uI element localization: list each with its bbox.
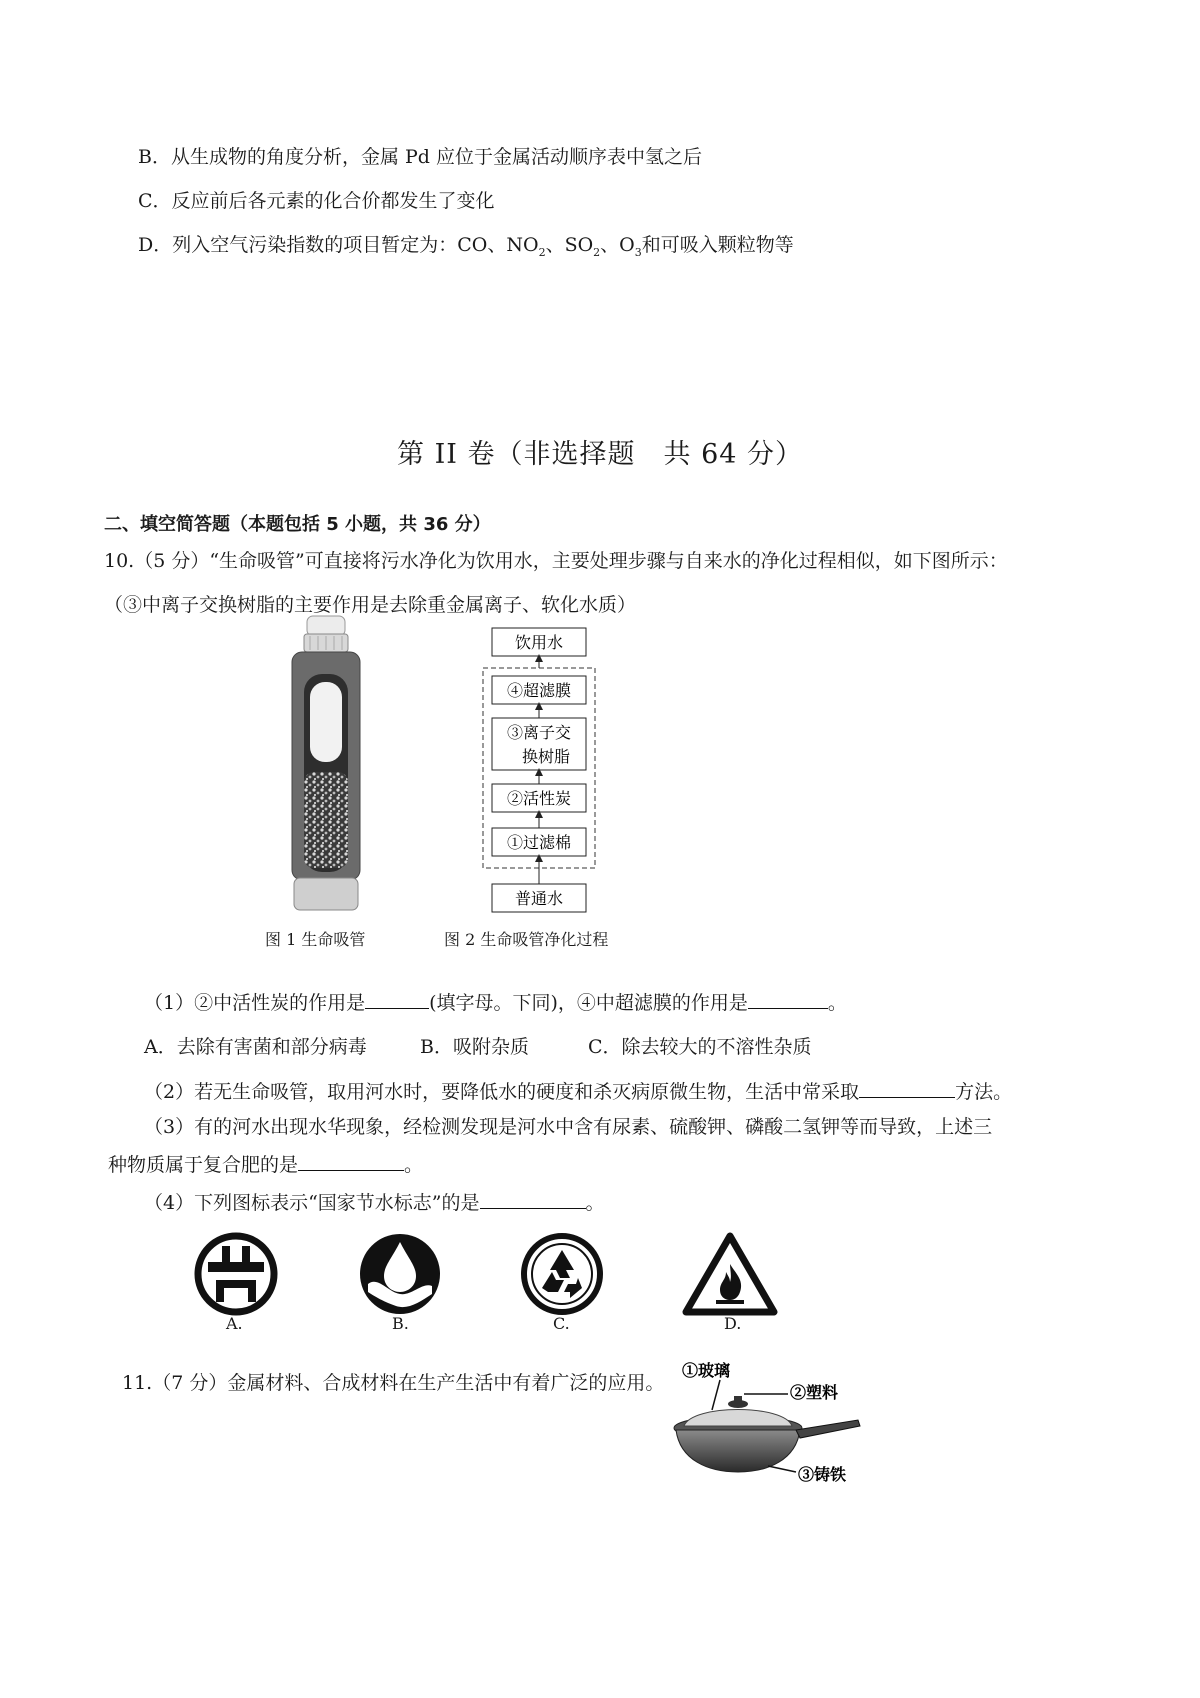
flow-step-ion-exchange-2: 换树脂 [521, 747, 571, 766]
answer-blank-1[interactable] [365, 1007, 429, 1009]
pan-label-plastic: ②塑料 [790, 1383, 839, 1402]
q10-sub3-line1: （3）有的河水出现水华现象，经检测发现是河水中含有尿素、硫酸钾、磷酸二氢钾等而导致，上述三 [144, 1116, 993, 1138]
answer-blank-2[interactable] [748, 1007, 828, 1009]
flow-step-ion-exchange-1: ③离子交 [506, 723, 572, 742]
section2-header: 二、填空简答题（本题包括 5 小题，共 36 分） [104, 514, 491, 535]
option-d: D．列入空气污染指数的项目暂定为：CO、$NO_2$、$SO_2$、$O_3$和可吸入颗粒物等 [138, 234, 794, 259]
recycle-icon [520, 1232, 604, 1316]
icon-label-c: C. [553, 1314, 570, 1333]
q10-stem: 10.（5 分）“生命吸管”可直接将污水净化为饮用水，主要处理步骤与自来水的净化过程相似，如下图所示： [104, 550, 1008, 572]
water-saving-icon [194, 1232, 278, 1316]
flow-step-filter-cotton: ①过滤棉 [506, 833, 572, 852]
flow-step-ultrafiltration: ④超滤膜 [506, 681, 572, 700]
q10-choice-c: C．除去较大的不溶性杂质 [588, 1036, 812, 1058]
part2-title: 第 II 卷（非选择题 共 64 分） [396, 439, 804, 470]
q10-choice-a: A．去除有害菌和部分病毒 [144, 1036, 367, 1058]
q10-sub1: （1）②中活性炭的作用是 (填字母。下同)，④中超滤膜的作用是 。 [144, 992, 847, 1014]
flammable-warning-icon [682, 1230, 778, 1318]
purification-flowchart [478, 622, 603, 917]
icon-label-a: A. [226, 1314, 243, 1333]
icon-label-d: D. [724, 1314, 742, 1333]
water-drop-icon [358, 1232, 442, 1316]
frying-pan-figure [668, 1360, 868, 1490]
answer-blank-5[interactable] [480, 1207, 586, 1209]
q10-sub2: （2）若无生命吸管，取用河水时，要降低水的硬度和杀灭病原微生物，生活中常采取 方法。 [144, 1081, 1013, 1103]
option-c: C．反应前后各元素的化合价都发生了变化 [138, 190, 495, 212]
flow-step-drinking-water: 饮用水 [514, 633, 564, 652]
fig2-caption: 图 2 生命吸管净化过程 [444, 930, 609, 949]
flow-step-ordinary-water: 普通水 [514, 889, 564, 908]
q10-sub3-line2: 种物质属于复合肥的是 。 [108, 1154, 424, 1176]
pan-label-cast-iron: ③铸铁 [798, 1465, 847, 1484]
answer-blank-3[interactable] [859, 1096, 955, 1098]
flow-step-activated-carbon: ②活性炭 [506, 789, 572, 808]
fig1-caption: 图 1 生命吸管 [265, 930, 366, 949]
icon-label-b: B. [392, 1314, 409, 1333]
pan-label-glass: ①玻璃 [682, 1361, 731, 1380]
option-b: B．从生成物的角度分析，金属 Pd 应位于金属活动顺序表中氢之后 [138, 146, 702, 168]
answer-blank-4[interactable] [298, 1169, 404, 1171]
q10-choice-b: B．吸附杂质 [420, 1036, 529, 1058]
q10-sub4: （4）下列图标表示“国家节水标志”的是 。 [144, 1192, 605, 1214]
life-straw-figure [280, 612, 370, 917]
q10-note: （③中离子交换树脂的主要作用是去除重金属离子、软化水质） [104, 594, 637, 616]
q11-stem: 11.（7 分）金属材料、合成材料在生产生活中有着广泛的应用。 [122, 1372, 665, 1394]
